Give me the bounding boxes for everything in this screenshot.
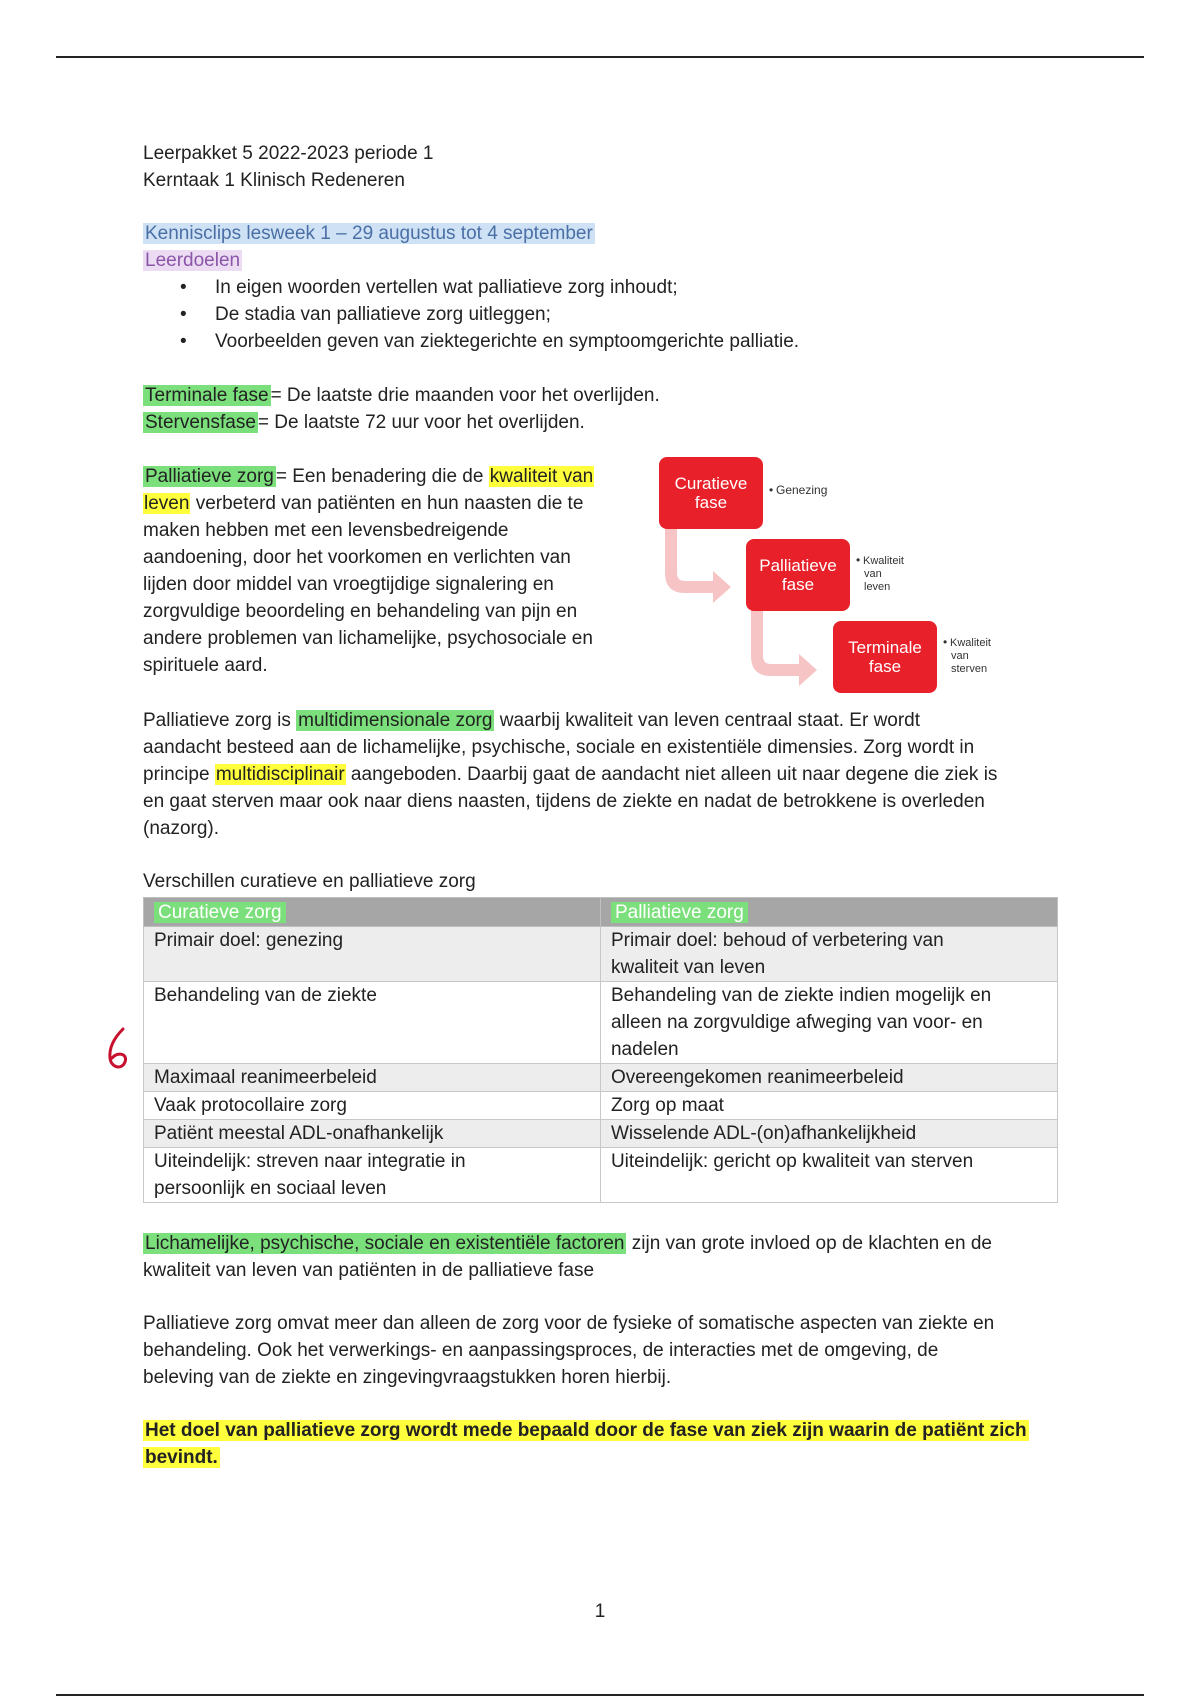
- svg-text:van: van: [951, 650, 969, 662]
- terminal-definition: Terminale fase = De laatste drie maanden voor het overlijden.: [145, 385, 660, 406]
- header-task: Kerntaak 1 Klinisch Redeneren: [143, 170, 405, 191]
- factors-paragraph: Lichamelijke, psychische, sociale en existentiële factoren zijn van grote invloed op de klachten en de kwaliteit van leven van patiënten in de palliatieve fase: [143, 1233, 992, 1281]
- table-row: Maximaal reanimeerbeleid Overeengekomen reanimeerbeleid: [144, 1064, 1058, 1092]
- header-course: Leerpakket 5 2022-2023 periode 1: [143, 143, 434, 164]
- conclusion-paragraph: Het doel van palliatieve zorg wordt mede bepaald door de fase van ziek zijn waarin de patiënt zich bevindt.: [145, 1420, 1027, 1468]
- svg-text:leven: leven: [864, 581, 891, 593]
- svg-text:fase: fase: [694, 493, 728, 512]
- svg-text:•: •: [856, 553, 861, 567]
- svg-text:fase: fase: [781, 575, 815, 594]
- list-item: • In eigen woorden vertellen wat palliatieve zorg inhoudt;: [215, 274, 1058, 301]
- svg-text:fase: fase: [868, 657, 902, 676]
- svg-text:Palliatieve: Palliatieve: [759, 556, 837, 575]
- palliative-care-definition: Palliatieve zorg = Een benadering die de kwaliteit van leven verbeterd van patiënten en hun naasten die te maken hebben met een levensbedreigende aandoening, door het voorkomen en verlichten van lijden door middel van vroegtijdige signalering en zorgvuldige beoordeling en behandeling van pijn en andere problemen van lichamelijke, psychosociale en spirituele aard. Curatieve fase Palliatieve fase Terminale fase • Genezing • Kwaliteit van leven • Kwaliteit van sterven: [143, 463, 1058, 681]
- list-item: • Voorbeelden geven van ziektegerichte en symptoomgerichte palliatie.: [215, 328, 1058, 355]
- column-header-curative: Curatieve zorg: [144, 898, 601, 927]
- handwritten-six: [104, 1026, 134, 1072]
- document-page: [143, 140, 1058, 1471]
- table-row: Primair doel: genezing Primair doel: behoud of verbetering van kwaliteit van leven: [144, 927, 1058, 982]
- dying-definition: Stervensfase = De laatste 72 uur voor het overlijden.: [145, 412, 585, 433]
- care-phases-diagram: [653, 453, 1013, 703]
- table-title: Verschillen curatieve en palliatieve zorg: [143, 871, 476, 892]
- arrow-palliative-to-terminal: [751, 608, 817, 686]
- svg-text:•: •: [943, 635, 948, 649]
- week-title: Kennisclips lesweek 1 – 29 augustus tot 4 september: [145, 223, 593, 244]
- arrow-curative-to-palliative: [665, 525, 731, 603]
- list-item: • De stadia van palliatieve zorg uitleggen;: [215, 301, 1058, 328]
- table-row: Uiteindelijk: streven naar integratie in persoonlijk en sociaal leven Uiteindelijk: gericht op kwaliteit van sterven: [144, 1148, 1058, 1203]
- note-curative: Genezing: [776, 483, 828, 497]
- note-terminal: Kwaliteit: [950, 637, 991, 649]
- table-row: Vaak protocollaire zorg Zorg op maat: [144, 1092, 1058, 1120]
- table-row: Behandeling van de ziekte Behandeling van de ziekte indien mogelijk en alleen na zorgvuldige afweging van voor- en nadelen: [144, 982, 1058, 1064]
- table-row: Patiënt meestal ADL-onafhankelijk Wisselende ADL-(on)afhankelijkheid: [144, 1120, 1058, 1148]
- note-palliative: Kwaliteit: [863, 555, 904, 567]
- svg-text:sterven: sterven: [951, 663, 988, 675]
- goals-list: [143, 274, 1058, 355]
- comparison-table: [143, 897, 1058, 1203]
- table-header-row: [144, 898, 1058, 927]
- scope-paragraph: Palliatieve zorg omvat meer dan alleen de zorg voor de fysieke of somatische aspecten van ziekte en behandeling. Ook het verwerkings- en aanpassingsproces, de interacties met de omgeving, de beleving van de ziekte en zingevingvraagstukken horen hierbij.: [143, 1313, 995, 1388]
- bottom-rule: [56, 1694, 1144, 1696]
- column-header-palliative: Palliatieve zorg: [600, 898, 1057, 927]
- svg-text:Terminale: Terminale: [848, 638, 922, 657]
- svg-text:van: van: [864, 568, 882, 580]
- svg-text:•: •: [769, 483, 774, 497]
- top-rule: [56, 56, 1144, 58]
- goals-heading: Leerdoelen: [145, 250, 241, 271]
- multidimensional-paragraph: Palliatieve zorg is multidimensionale zorg waarbij kwaliteit van leven centraal staat. Er wordt aandacht besteed aan de lichamelijke, psychische, sociale en existentiële dimensies. Zorg wordt in principe multidisciplinair aangeboden. Daarbij gaat de aandacht niet alleen uit naar degene die ziek is en gaat sterven maar ook naar diens naasten, tijdens de ziekte en nadat de betrokkene is overleden (nazorg).: [143, 710, 998, 839]
- svg-text:Curatieve: Curatieve: [674, 474, 748, 493]
- page-number: 1: [594, 1601, 606, 1622]
